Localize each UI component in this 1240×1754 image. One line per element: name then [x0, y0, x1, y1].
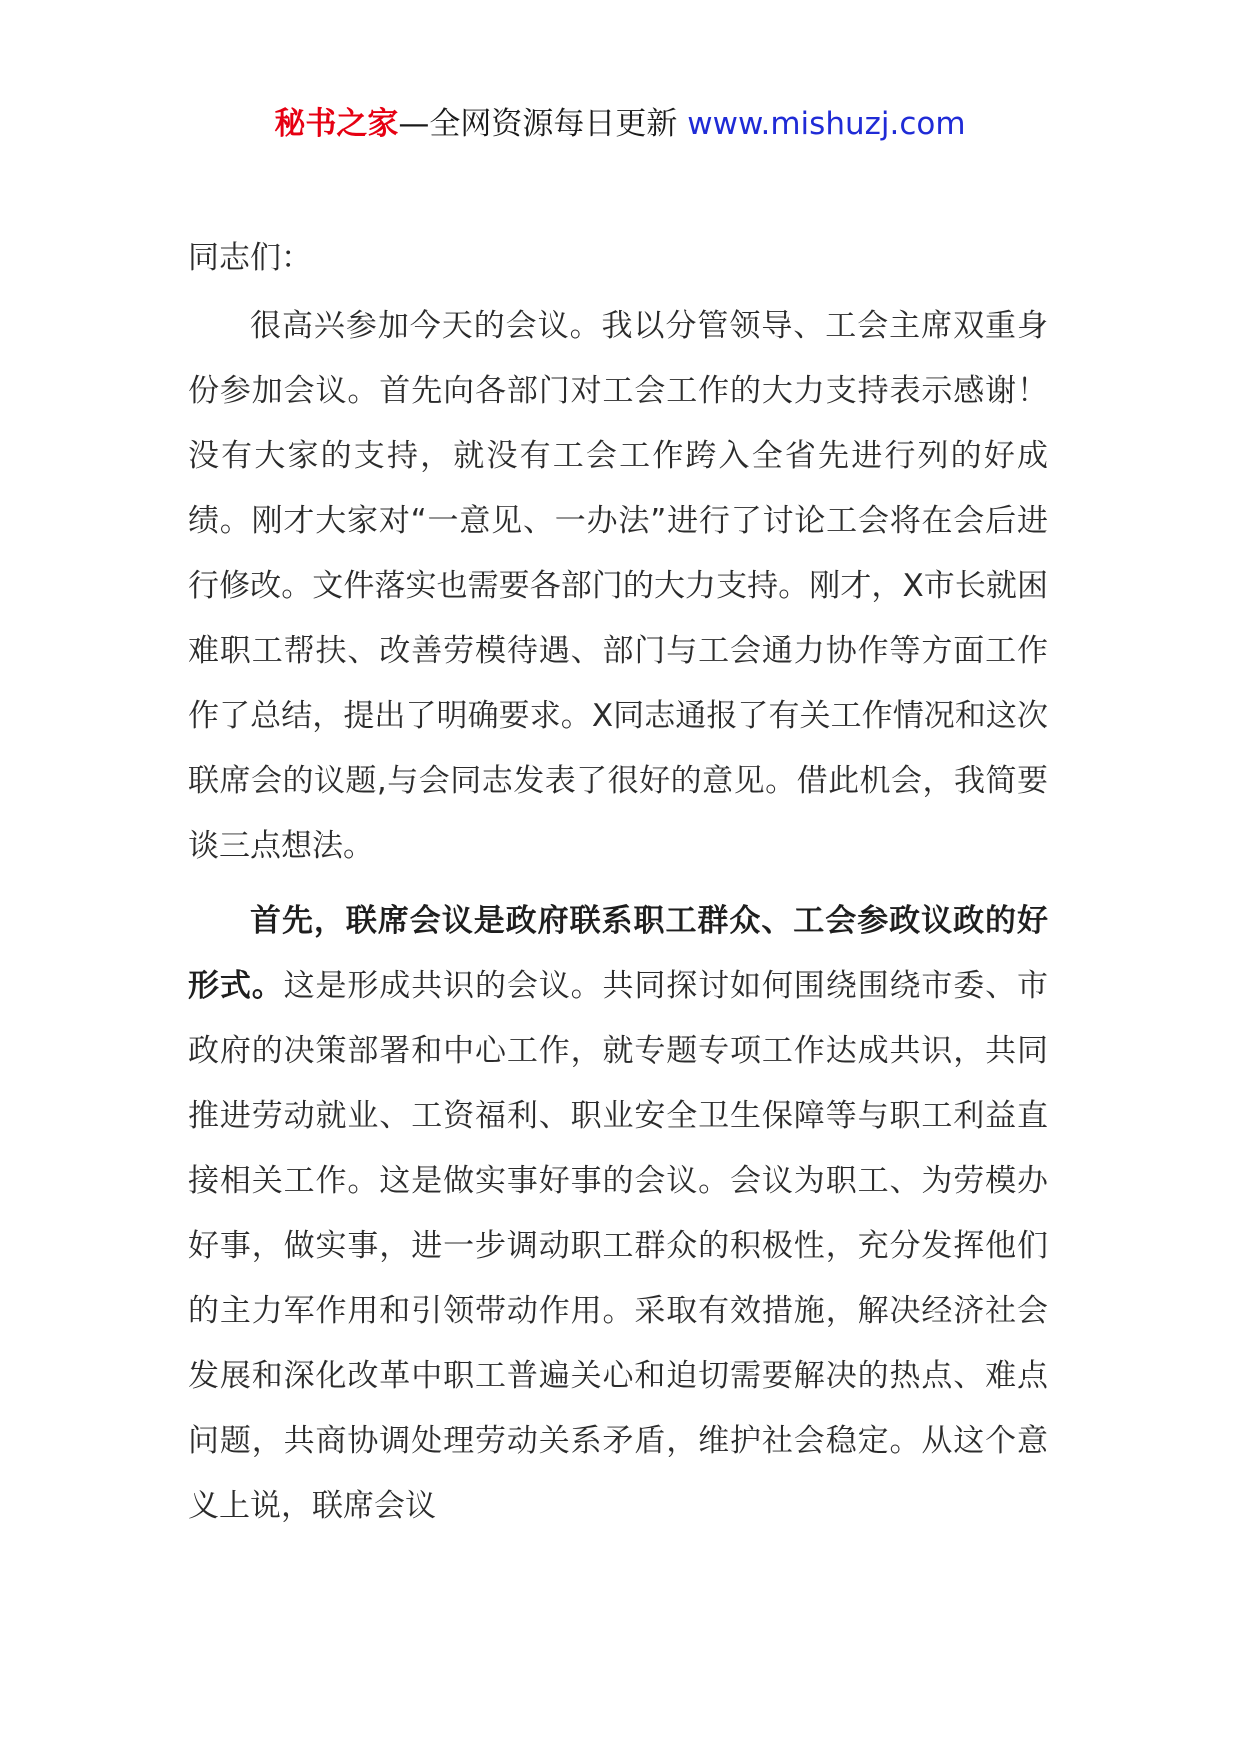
- paragraph-intro: 很高兴参加今天的会议。我以分管领导、工会主席双重身份参加会议。首先向各部门对工会工作的大力支持表示感谢！没有大家的支持，就没有工会工作跨入全省先进行列的好成绩。刚才大家对“一意见、一办法”进行了讨论工会将在会后进行修改。文件落实也需要各部门的大力支持。刚才，X市长就困难职工帮扶、改善劳模待遇、部门与工会通力协作等方面工作作了总结，提出了明确要求。X同志通报了有关工作情况和这次联席会的议题,与会同志发表了很好的意见。借此机会，我简要谈三点想法。: [188, 308, 1048, 864]
- first-point-body: 这是形成共识的会议。共同探讨如何围绕围绕市委、市政府的决策部署和中心工作，就专题专项工作达成共识，共同推进劳动就业、工资福利、职业安全卫生保障等与职工利益直接相关工作。这是做实事好事的会议。会议为职工、为劳模办好事，做实事，进一步调动职工群众的积极性，充分发挥他们的主力军作用和引领带动作用。采取有效措施，解决经济社会发展和深化改革中职工普遍关心和迫切需要解决的热点、难点问题，共商协调处理劳动关系矛盾，维护社会稳定。从这个意义上说，联席会议: [188, 968, 1048, 1524]
- first-point-heading: 首先，联席会议是政府联系职工群众、工会参政议政的好形式。: [188, 903, 1048, 1004]
- page-header: [0, 100, 1240, 148]
- header-tagline: —全网资源每日更新: [398, 106, 678, 142]
- paragraph-first-point: [188, 889, 1048, 1539]
- website-link[interactable]: www.mishuzj.com: [687, 106, 966, 142]
- brand-name: 秘书之家: [274, 106, 399, 142]
- greeting: 同志们：: [188, 240, 312, 276]
- document-body: [188, 228, 1048, 1549]
